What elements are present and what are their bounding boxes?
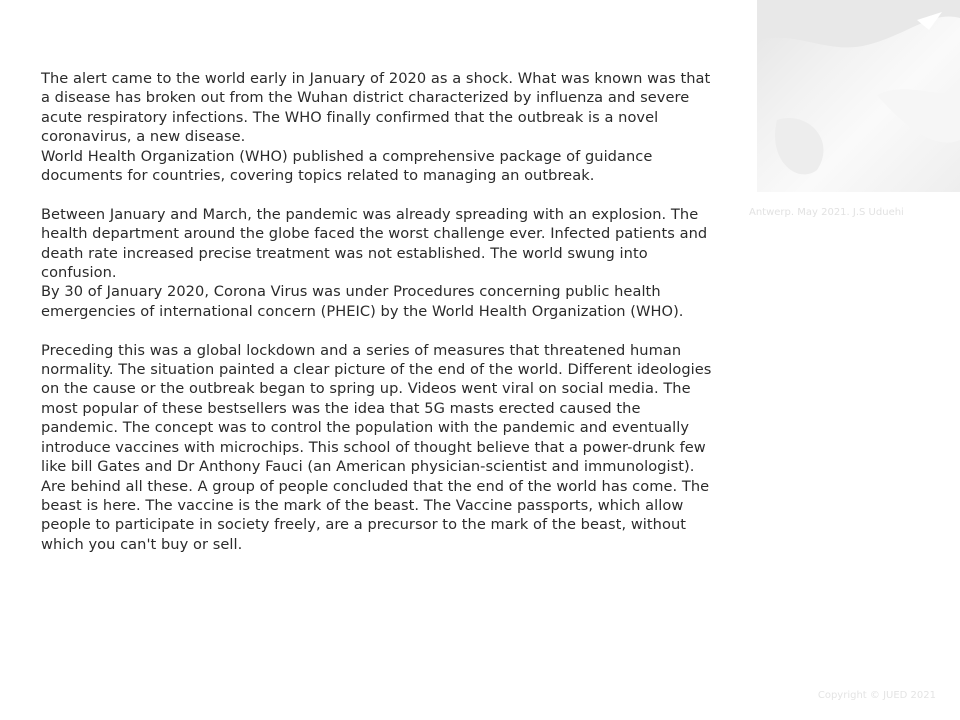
decorative-texture (757, 0, 960, 192)
article-body (41, 69, 721, 554)
paragraph-1-line-1: The alert came to the world early in January of 2020 as a shock. What was known was that a disease has broken out from the Wuhan district characterized by influenza and severe acute respiratory infections. The WHO finally confirmed that the outbreak is a novel coronavirus, a new disease. (41, 70, 711, 146)
copyright-notice: Copyright © JUED 2021 (817, 690, 936, 701)
paragraph-2-line-2: By 30 of January 2020, Corona Virus was under Procedures concerning public health emergencies of international concern (PHEIC) by the World Health Organization (WHO). (41, 283, 684, 320)
paragraph-3: Preceding this was a global lockdown and a series of measures that threatened human normality. The situation painted a clear picture of the end of the world. Different ideologies on the cause or the outbreak began to spring up. Videos went viral on social media. The most popular of these bestsellers was the idea that 5G masts erected caused the pandemic. The concept was to control the population with the pandemic and eventually introduce vaccines with microchips. This school of thought believe that a power-drunk few like bill Gates and Dr Anthony Fauci (an American physician-scientist and immunologist). Are behind all these. A group of people concluded that the end of the world has come. The beast is here. The vaccine is the mark of the beast. The Vaccine passports, which allow people to participate in society freely, are a precursor to the mark of the beast, without which you can't buy or sell. (41, 341, 712, 553)
paragraph-1-line-2: World Health Organization (WHO) published a comprehensive package of guidance documents for countries, covering topics related to managing an outbreak. (41, 147, 653, 185)
paragraph-2-line-1: Between January and March, the pandemic was already spreading with an explosion. The health department around the globe faced the worst challenge ever. Infected patients and death rate increased precise treatment was not established. The world swung into confusion. (41, 205, 708, 282)
photo-caption: Antwerp. May 2021. J.S Uduehi (749, 207, 904, 218)
decorative-photo (757, 0, 960, 192)
